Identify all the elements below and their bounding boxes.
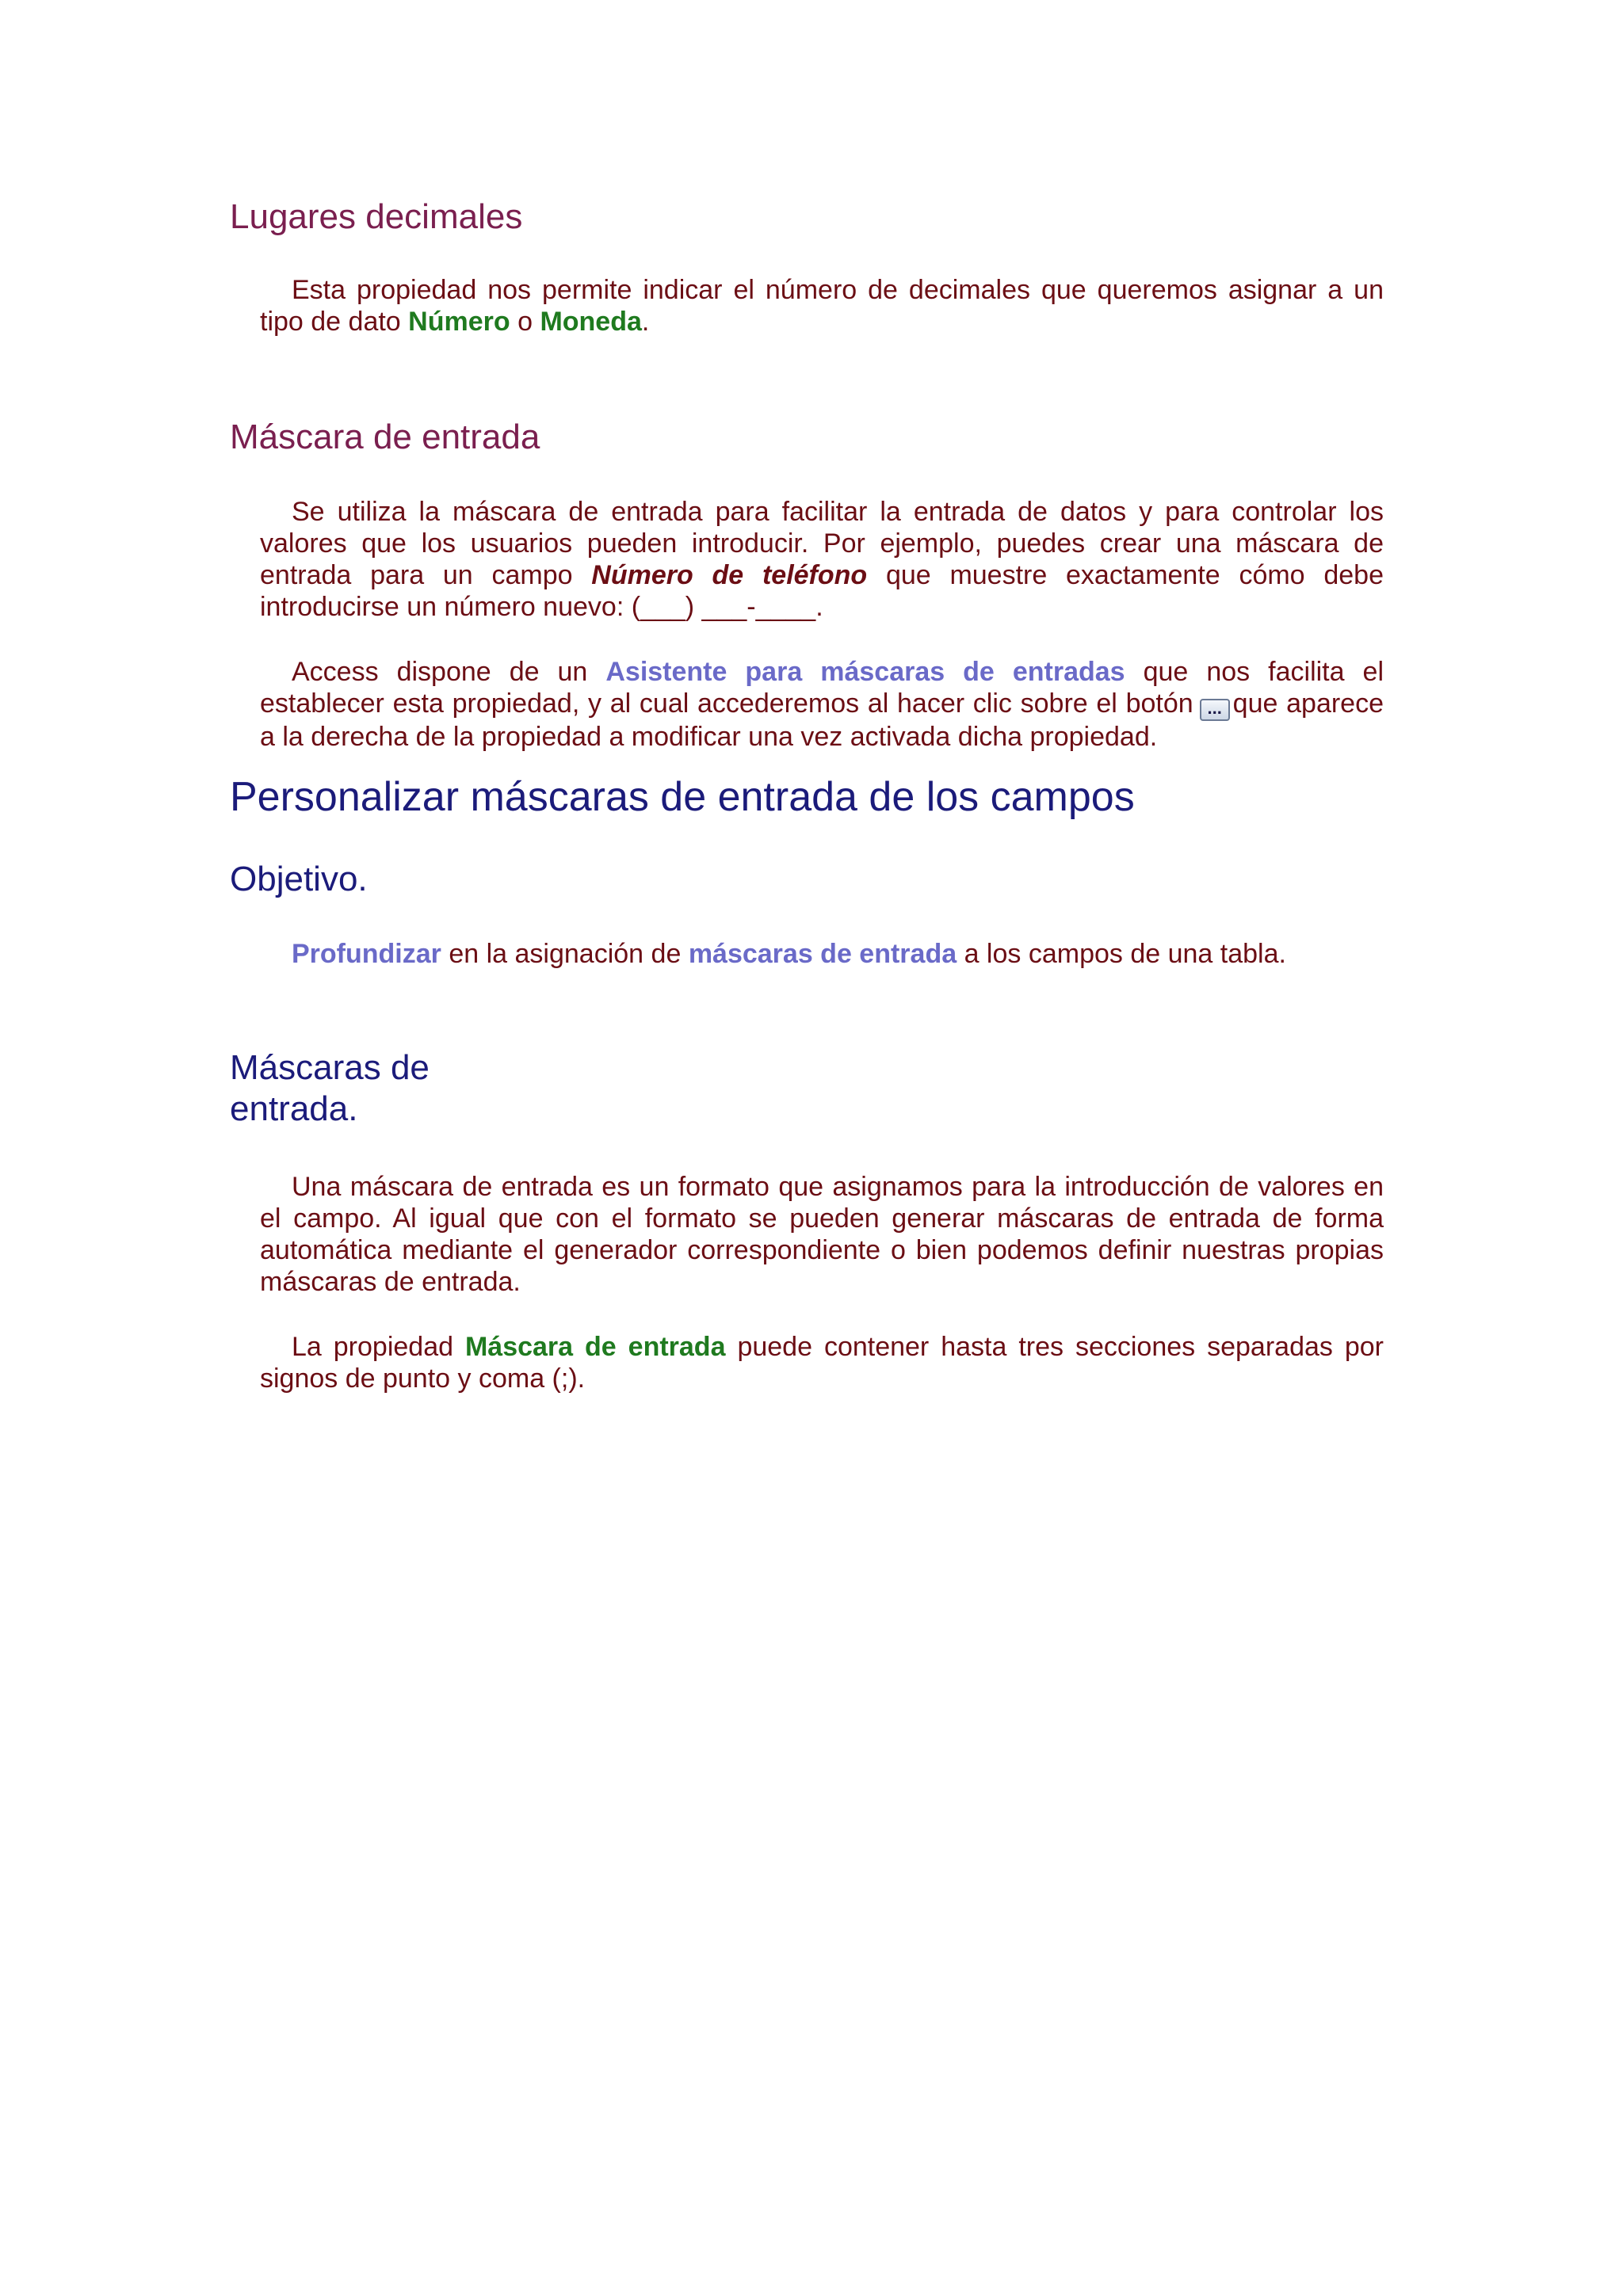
paragraph-mascara-intro	[260, 496, 1384, 623]
paragraph-mascara-definicion: Una máscara de entrada es un formato que asignamos para la introducción de valores en el campo. Al igual que con el formato se pueden generar máscaras de entrada de forma automática mediante el generador correspondiente o bien podemos definir nuestras propias máscaras de entrada.	[260, 1172, 1384, 1297]
paragraph-asistente	[260, 656, 1384, 753]
ellipsis-button-icon: ...	[1200, 699, 1230, 721]
term-moneda: Moneda	[540, 307, 642, 337]
link-profundizar[interactable]: Profundizar	[292, 939, 441, 969]
heading-mascaras-de-entrada	[230, 1047, 430, 1130]
text: en la asignación de	[441, 939, 689, 969]
heading-objetivo: Objetivo.	[230, 860, 368, 898]
heading-line: Máscaras de	[230, 1048, 430, 1087]
text: La propiedad	[292, 1332, 465, 1362]
text: Access dispone de un	[292, 657, 606, 687]
heading-lugares-decimales: Lugares decimales	[230, 197, 523, 236]
text: a los campos de una tabla.	[957, 939, 1286, 969]
link-mascaras-de-entrada[interactable]: máscaras de entrada	[688, 939, 957, 969]
text: que muestre exactamente cómo debe introducirse un número nuevo: (___) ___-____.	[260, 560, 1384, 622]
text: o	[510, 307, 540, 337]
text: puede contener hasta tres secciones separadas por signos de punto y coma (;).	[260, 1332, 1384, 1394]
heading-line: entrada.	[230, 1089, 358, 1128]
term-numero: Número	[408, 307, 510, 337]
text: .	[641, 307, 650, 337]
text: Se utiliza la máscara de entrada para facilitar la entrada de datos y para controlar los valores que los usuarios pueden introducir. Por ejemplo, puedes crear una máscara de entrada para un campo	[260, 497, 1384, 590]
paragraph-objetivo	[260, 938, 1384, 970]
paragraph-propiedad-mascara	[260, 1331, 1384, 1394]
text: Esta propiedad nos permite indicar el número de decimales que queremos asignar a un tipo de dato	[260, 275, 1384, 337]
term-mascara-de-entrada: Máscara de entrada	[464, 1332, 726, 1362]
paragraph-lugares-decimales	[260, 274, 1384, 338]
link-asistente-mascaras[interactable]: Asistente para máscaras de entradas	[605, 657, 1125, 687]
text: que nos facilita el establecer esta propiedad, y al cual accederemos al hacer clic sobre el botón	[260, 657, 1384, 719]
term-numero-de-telefono: Número de teléfono	[591, 560, 868, 590]
heading-mascara-de-entrada: Máscara de entrada	[230, 418, 540, 456]
text: que aparece a la derecha de la propiedad a modificar una vez activada dicha propiedad.	[260, 688, 1384, 752]
heading-personalizar-mascaras: Personalizar máscaras de entrada de los campos	[230, 774, 1135, 820]
